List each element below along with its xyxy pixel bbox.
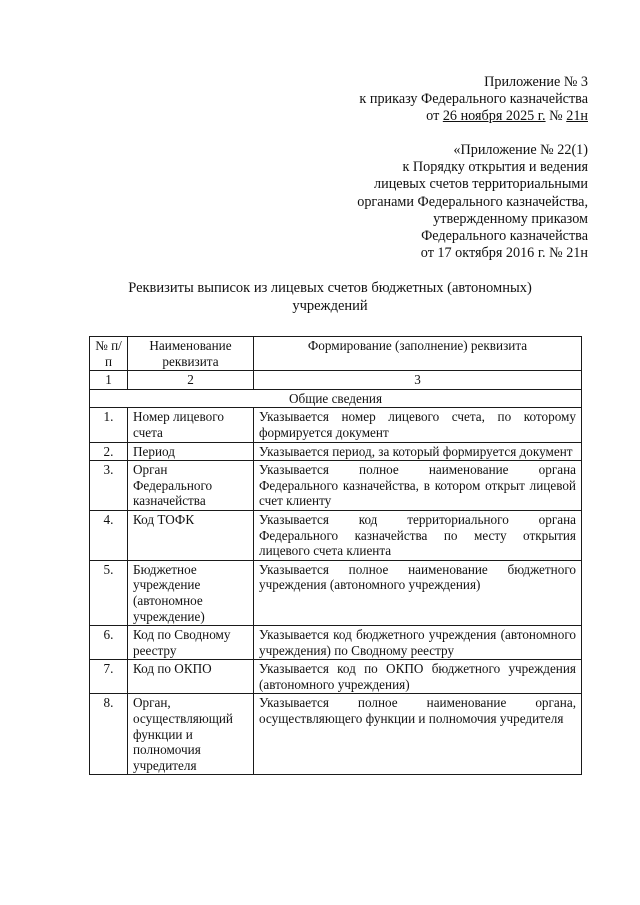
order-header [359,74,588,126]
index-3: 3 [254,371,582,390]
order-date: 26 ноября 2025 г. [442,108,546,125]
row-num: 2. [90,442,128,461]
section-row [90,389,582,408]
row-desc: Указывается период, за который формируется документ [254,442,582,461]
row-name: Орган, осуществляющий функции и полномочия учредителя [128,694,254,775]
document-title [80,279,580,315]
table-header-row [90,337,582,371]
ref-line-6: Федерального казначейства [421,228,588,245]
row-desc: Указывается полное наименование бюджетного учреждения (автономного учреждения) [254,560,582,625]
row-desc: Указывается код территориального органа Федерального казначейства по месту открытия лицевого счета клиента [254,510,582,560]
row-name: Орган Федерального казначейства [128,461,254,511]
row-name: Период [128,442,254,461]
column-index-row [90,371,582,390]
row-name: Код по ОКПО [128,660,254,694]
ref-line-3: лицевых счетов территориальными [374,176,588,193]
ref-line-2: к Порядку открытия и ведения [402,159,588,176]
table-row [90,694,582,775]
row-name: Код по Сводному реестру [128,626,254,660]
table-row [90,510,582,560]
ref-line-4: органами Федерального казначейства, [357,193,588,210]
row-name: Код ТОФК [128,510,254,560]
number-prefix: № [545,108,567,125]
row-desc: Указывается код по ОКПО бюджетного учреждения (автономного учреждения) [254,660,582,694]
row-num: 6. [90,626,128,660]
row-num: 8. [90,694,128,775]
appendix-reference [357,142,588,262]
ref-line-5: утвержденному приказом [433,210,588,227]
header-num: № п/п [90,337,128,371]
ref-line-1: «Приложение № 22(1) [453,142,588,158]
index-2: 2 [128,371,254,390]
row-desc: Указывается код бюджетного учреждения (автономного учреждения) по Сводному реестру [254,626,582,660]
row-num: 7. [90,660,128,694]
order-line: к приказу Федерального казначейства [359,91,588,108]
header-name: Наименование реквизита [128,337,254,371]
row-num: 3. [90,461,128,511]
date-number-line [359,108,588,125]
row-num: 4. [90,510,128,560]
table-row [90,626,582,660]
row-num: 1. [90,408,128,442]
row-desc: Указывается номер лицевого счета, по которому формируется документ [254,408,582,442]
title-line-1: Реквизиты выписок из лицевых счетов бюджетных (автономных) [128,280,532,296]
row-num: 5. [90,560,128,625]
table-row [90,560,582,625]
date-prefix: от [426,108,443,125]
row-desc: Указывается полное наименование органа, осуществляющего функции и полномочия учредителя [254,694,582,775]
row-name: Бюджетное учреждение (автономное учреждение) [128,560,254,625]
table-row [90,442,582,461]
ref-line-7: от 17 октября 2016 г. № 21н [420,245,588,262]
header-desc: Формирование (заполнение) реквизита [254,337,582,371]
table-row [90,461,582,511]
section-general: Общие сведения [90,389,582,408]
requisites-table [89,336,582,775]
table-row [90,408,582,442]
appendix-line: Приложение № 3 [484,74,588,90]
row-desc: Указывается полное наименование органа Федерального казначейства, в котором открыт лицевой счет клиенту [254,461,582,511]
table-row [90,660,582,694]
row-name: Номер лицевого счета [128,408,254,442]
index-1: 1 [90,371,128,390]
order-number: 21н [566,108,588,125]
title-line-2: учреждений [292,298,368,314]
